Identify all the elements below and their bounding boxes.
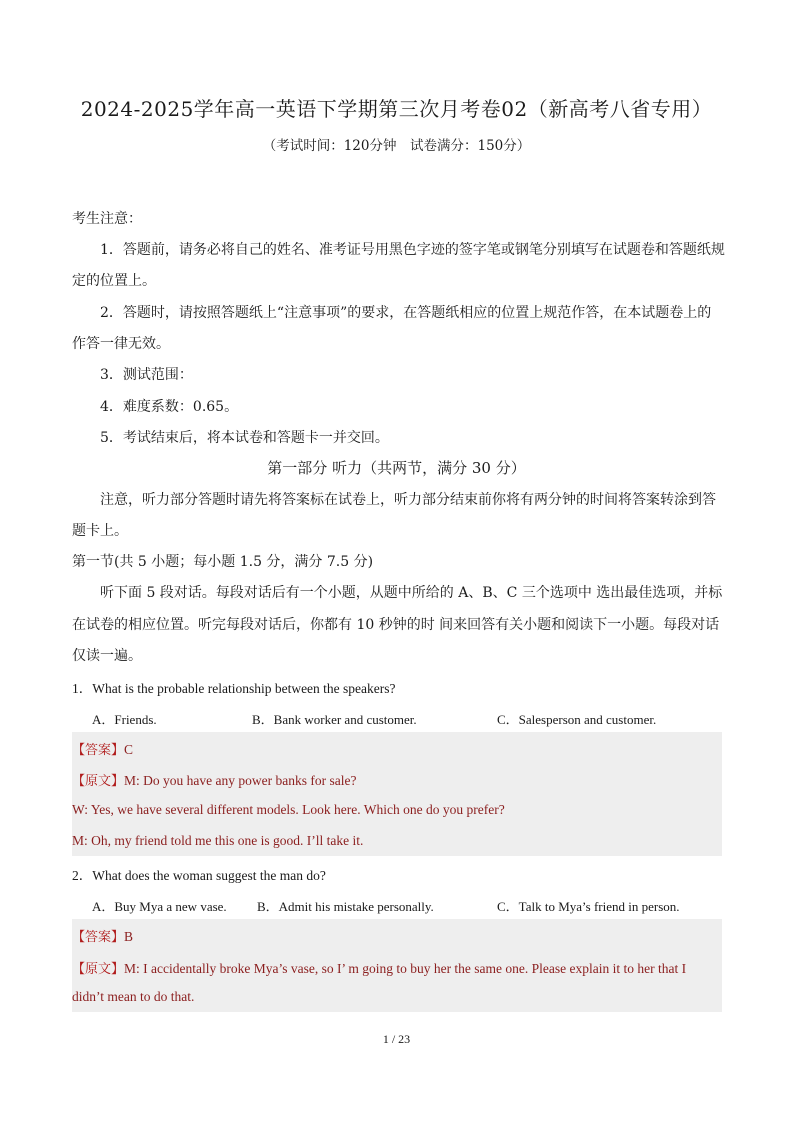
exam-subtitle: （考试时间：120分钟 试卷满分：150分） <box>262 138 531 154</box>
question-2-transcript-2: didn’t mean to do that. <box>72 989 195 1004</box>
part1-note-cont: 题卡上。 <box>72 523 128 539</box>
part1-note: 注意，听力部分答题时请先将答案标在试卷上，听力部分结束前你将有两分钟的时间将答案转涂到答 <box>100 492 716 508</box>
answer-tag: 【答案】 <box>72 930 125 945</box>
question-2-transcript-1 <box>72 958 686 977</box>
notice-item-2-cont: 作答一律无效。 <box>72 336 170 352</box>
notice-heading: 考生注意： <box>72 211 142 227</box>
question-2-stem: 2．What does the woman suggest the man do? <box>72 868 326 883</box>
question-2-answer <box>72 926 133 945</box>
section1-instructions-end: 仅读一遍。 <box>72 648 142 664</box>
question-1-option-b: B．Bank worker and customer. <box>252 712 417 727</box>
question-1-answer <box>72 739 133 758</box>
question-1-transcript-3: M: Oh, my friend told me this one is good. I’ll take it. <box>72 833 364 848</box>
section1-instructions-cont: 在试卷的相应位置。听完每段对话后，你都有 10 秒钟的时 间来回答有关小题和阅读下一小题。每段对话 <box>72 617 720 633</box>
page-number: 1 / 23 <box>382 1032 411 1046</box>
notice-item-3: 3．测试范围： <box>100 367 193 383</box>
question-1-stem: 1．What is the probable relationship between the speakers? <box>72 681 396 696</box>
question-1-transcript-1 <box>72 770 356 789</box>
exam-title: 2024-2025学年高一英语下学期第三次月考卷02（新高考八省专用） <box>80 97 713 121</box>
part1-heading: 第一部分 听力（共两节，满分 30 分） <box>267 459 526 477</box>
question-2-option-b: B．Admit his mistake personally. <box>257 899 434 914</box>
transcript-tag: 【原文】 <box>72 774 125 789</box>
question-2-option-a: A．Buy Mya a new vase. <box>92 899 227 914</box>
answer-value: B <box>124 929 134 944</box>
question-1-option-a: A．Friends. <box>92 712 157 727</box>
notice-item-1-cont: 定的位置上。 <box>72 273 156 289</box>
section1-instructions: 听下面 5 段对话。每段对话后有一个小题，从题中所给的 A、B、C 三个选项中 选出最佳选项，并标 <box>100 585 723 601</box>
section1-heading: 第一节(共 5 小题；每小题 1.5 分，满分 7.5 分) <box>72 554 374 570</box>
question-1-transcript-2: W: Yes, we have several different models. Look here. Which one do you prefer? <box>72 802 505 817</box>
question-1-option-c: C．Salesperson and customer. <box>497 712 657 727</box>
notice-item-5: 5．考试结束后，将本试卷和答题卡一并交回。 <box>100 430 389 446</box>
answer-tag: 【答案】 <box>72 743 125 758</box>
notice-item-2: 2．答题时，请按照答题纸上“注意事项”的要求，在答题纸相应的位置上规范作答，在本试题卷上的 <box>100 305 712 321</box>
question-2-option-c: C．Talk to Mya’s friend in person. <box>497 899 680 914</box>
transcript-line: M: Do you have any power banks for sale? <box>124 773 357 788</box>
transcript-tag: 【原文】 <box>72 962 125 977</box>
transcript-line: M: I accidentally broke Mya’s vase, so I’ m going to buy her the same one. Please explain it to her that I <box>124 961 687 976</box>
answer-value: C <box>124 742 134 757</box>
notice-item-4: 4．难度系数：0.65。 <box>100 399 239 415</box>
notice-item-1: 1．答题前，请务必将自己的姓名、准考证号用黑色字迹的签字笔或钢笔分别填写在试题卷和答题纸规 <box>100 242 725 258</box>
